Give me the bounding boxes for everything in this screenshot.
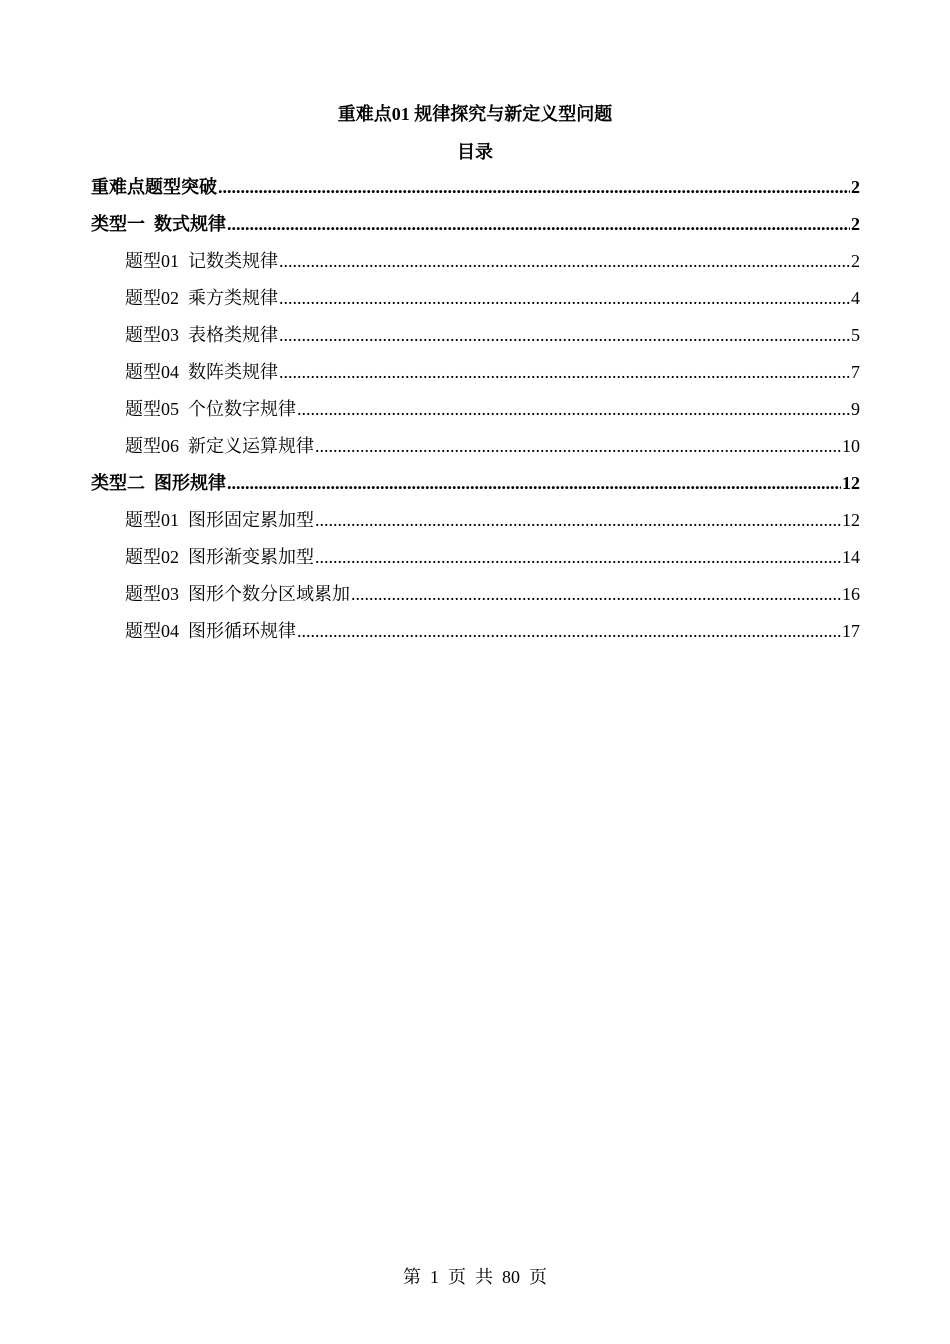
toc-entry-page: 12 <box>842 473 860 493</box>
toc-entry-page: 10 <box>842 436 860 456</box>
toc-entry-label: 题型01 图形固定累加型 <box>125 510 314 530</box>
toc-entry-label: 题型02 乘方类规律 <box>125 288 278 308</box>
toc-dot-leader <box>218 173 850 201</box>
toc-entry-type-2-q03[interactable] <box>91 580 860 617</box>
toc-dot-leader <box>279 247 850 275</box>
page-footer: 第 1 页 共 80 页 <box>403 1267 547 1287</box>
toc-dot-leader <box>227 469 841 497</box>
toc-entry-page: 16 <box>842 584 860 604</box>
toc-entry-page: 2 <box>851 177 860 197</box>
toc-entry-type-1-q02[interactable] <box>91 284 860 321</box>
toc-entry-type-2[interactable] <box>91 469 860 506</box>
toc-entry-page: 2 <box>851 214 860 234</box>
toc-entry-type-1-q06[interactable] <box>91 432 860 469</box>
toc-entry-type-1-q05[interactable] <box>91 395 860 432</box>
toc-entry-page: 4 <box>851 288 860 308</box>
toc-heading: 目录 <box>457 142 493 162</box>
toc-entry-label: 题型03 图形个数分区域累加 <box>125 584 350 604</box>
toc-dot-leader <box>279 321 850 349</box>
toc-dot-leader <box>227 210 850 238</box>
toc-dot-leader <box>315 506 841 534</box>
toc-entry-label: 题型01 记数类规律 <box>125 251 278 271</box>
toc-entry-page: 9 <box>851 399 860 419</box>
toc-dot-leader <box>279 358 850 386</box>
toc-entry-label: 题型04 数阵类规律 <box>125 362 278 382</box>
toc-entry-type-1-q04[interactable] <box>91 358 860 395</box>
toc-entry-page: 2 <box>851 251 860 271</box>
toc-entry-label: 重难点题型突破 <box>91 177 217 197</box>
toc-entry-page: 12 <box>842 510 860 530</box>
toc-dot-leader <box>297 395 850 423</box>
toc-dot-leader <box>315 543 841 571</box>
toc-dot-leader <box>315 432 841 460</box>
toc-entry-type-2-q01[interactable] <box>91 506 860 543</box>
toc-entry-page: 7 <box>851 362 860 382</box>
toc-entry-label: 题型05 个位数字规律 <box>125 399 296 419</box>
toc-entry-label: 题型04 图形循环规律 <box>125 621 296 641</box>
document-title: 重难点01 规律探究与新定义型问题 <box>337 104 613 124</box>
toc-entry-label: 类型一 数式规律 <box>91 214 226 234</box>
toc-entry-type-2-q04[interactable] <box>91 617 860 654</box>
toc-entry-label: 题型02 图形渐变累加型 <box>125 547 314 567</box>
toc-dot-leader <box>351 580 841 608</box>
toc-entry-type-1[interactable] <box>91 210 860 247</box>
toc-dot-leader <box>279 284 850 312</box>
toc-entry-breakthrough[interactable] <box>91 173 860 210</box>
toc-entry-label: 题型06 新定义运算规律 <box>125 436 314 456</box>
table-of-contents <box>91 173 860 654</box>
toc-dot-leader <box>297 617 841 645</box>
toc-entry-type-1-q03[interactable] <box>91 321 860 358</box>
toc-entry-page: 5 <box>851 325 860 345</box>
toc-entry-page: 14 <box>842 547 860 567</box>
toc-entry-type-2-q02[interactable] <box>91 543 860 580</box>
toc-entry-type-1-q01[interactable] <box>91 247 860 284</box>
toc-entry-page: 17 <box>842 621 860 641</box>
toc-entry-label: 类型二 图形规律 <box>91 473 226 493</box>
toc-entry-label: 题型03 表格类规律 <box>125 325 278 345</box>
